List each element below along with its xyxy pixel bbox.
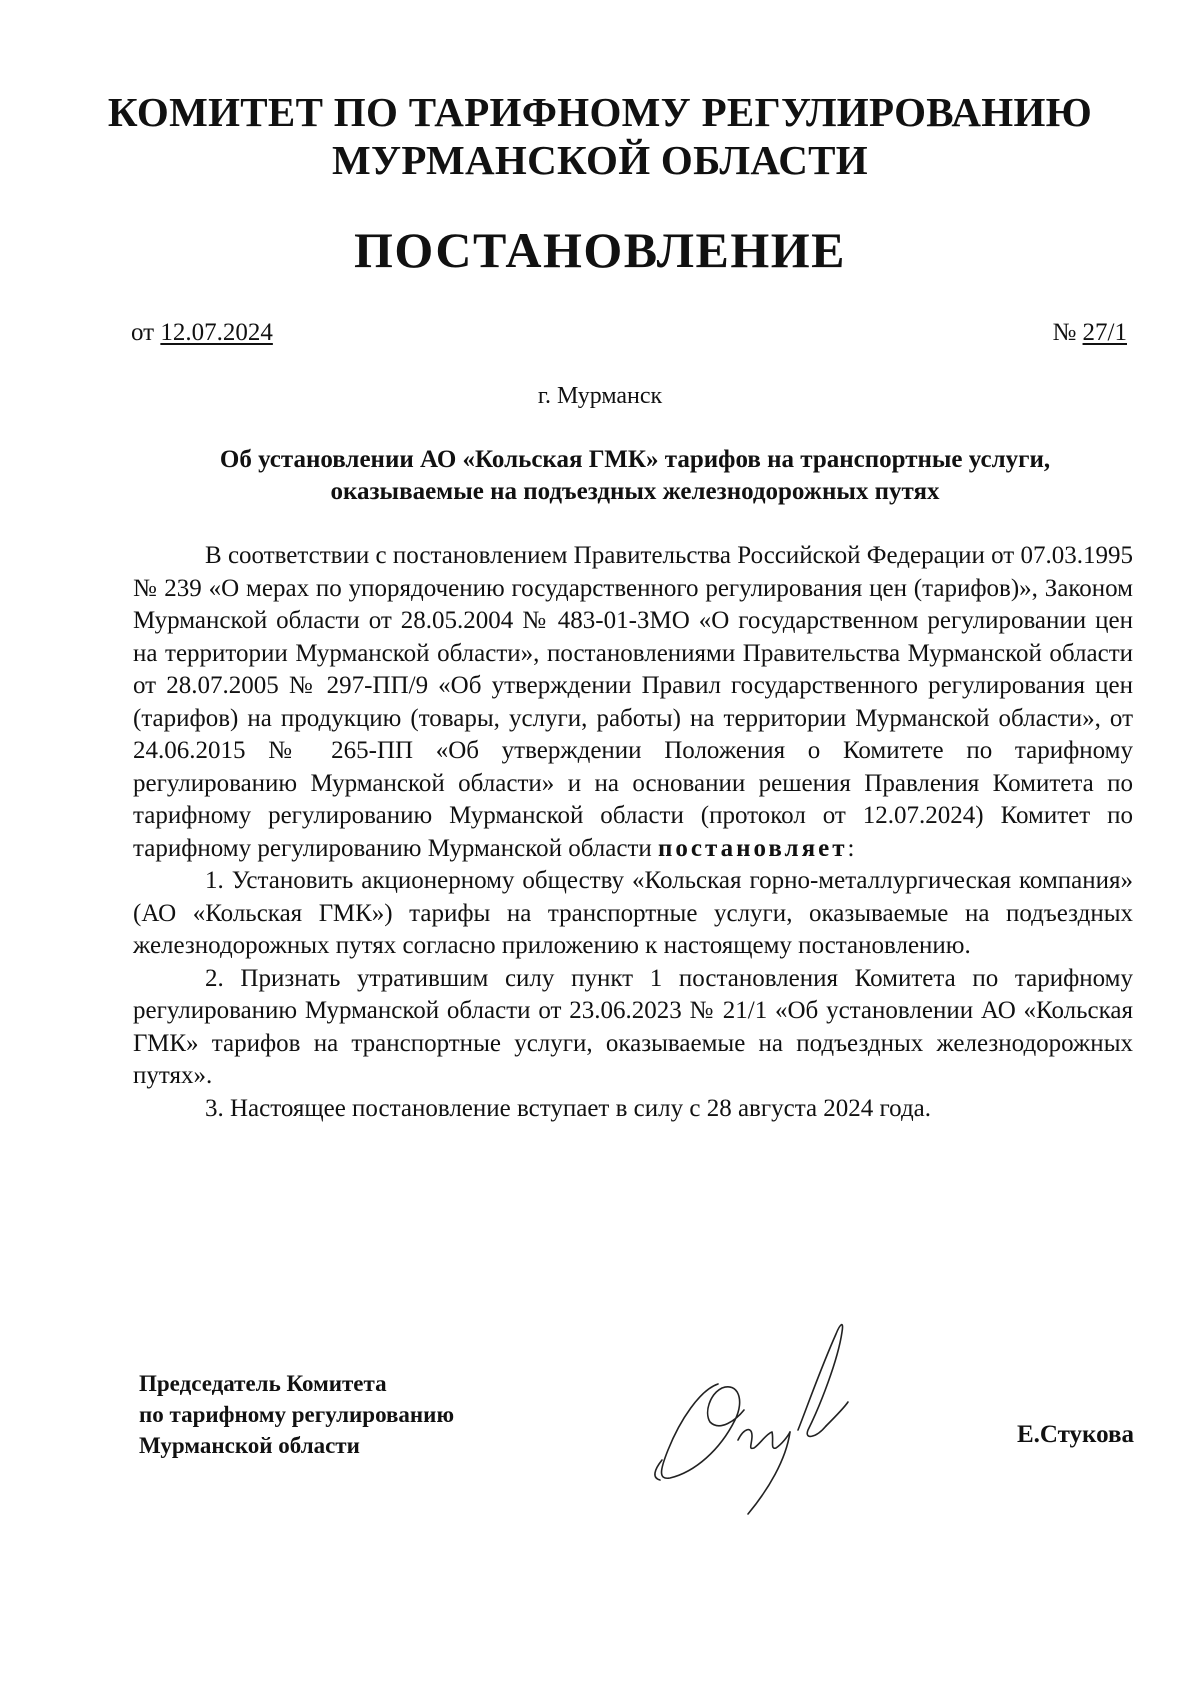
list-item bbox=[133, 963, 1133, 1093]
date-value: 12.07.2024 bbox=[160, 319, 273, 346]
preamble-paragraph bbox=[133, 540, 1133, 865]
document-type: ПОСТАНОВЛЕНИЕ bbox=[354, 222, 846, 278]
preamble-text: В соответствии с постановлением Правительства Российской Федерации от 07.03.1995 № 239 «О мерах по упорядочению государственного регулирования цен (тарифов)», Законом Мурманской области от 28.05.2004 № 483-01-ЗМО «О государственном регулировании цен на территории Мурманской области», постановлениями Правительства Мурманской области от 28.07.2005 № 297-ПП/9 «Об утверждении Правил государственного регулирования цен (тарифов) на продукцию (товары, услуги, работы) на территории Мурманской области», от 24.06.2015 № 265-ПП «Об утверждении Положения о Комитете по тарифному регулированию Мурманской области» и на основании решения Правления Комитета по тарифному регулированию Мурманской области (протокол от 12.07.2024) Комитет по тарифному регулированию Мурманской области bbox=[133, 542, 1133, 862]
title-line-2: оказываемые на подъездных железнодорожных путях bbox=[330, 478, 940, 505]
number-value: 27/1 bbox=[1082, 319, 1127, 346]
signatory-line-1: Председатель Комитета bbox=[139, 1371, 387, 1396]
document-number bbox=[1052, 318, 1127, 348]
number-prefix: № bbox=[1052, 319, 1077, 346]
signer-name: Е.Стукова bbox=[1016, 1421, 1134, 1448]
item-text: Установить акционерному обществу «Кольская горно-металлургическая компания» (АО «Кольская ГМК») тарифы на транспортные услуги, оказываемые на подъездных железнодорожных путях согласно приложению к настоящему постановлению. bbox=[133, 867, 1134, 959]
item-number: 1. bbox=[205, 867, 224, 894]
date-prefix: от bbox=[131, 319, 155, 346]
document-date bbox=[131, 318, 273, 348]
item-text: Настоящее постановление вступает в силу с 28 августа 2024 года. bbox=[230, 1094, 932, 1122]
signatory-position bbox=[139, 1368, 454, 1461]
issuer-line-2: МУРМАНСКОЙ ОБЛАСТИ bbox=[332, 137, 868, 183]
item-number: 3. bbox=[205, 1094, 224, 1122]
city: г. Мурманск bbox=[537, 383, 663, 409]
issuer-line-1: КОМИТЕТ ПО ТАРИФНОМУ РЕГУЛИРОВАНИЮ bbox=[107, 89, 1093, 135]
list-item bbox=[133, 1093, 1133, 1126]
decree-colon: : bbox=[847, 834, 855, 862]
decree-word: постановляет bbox=[658, 834, 848, 862]
document-body bbox=[133, 540, 1133, 1125]
item-text: Признать утратившим силу пункт 1 постановления Комитета по тарифному регулированию Мурманской области от 23.06.2023 № 21/1 «Об установлении АО «Кольская ГМК» тарифов на транспортные услуги, оказываемые на подъездных железнодорожных путях». bbox=[133, 964, 1134, 1089]
item-number: 2. bbox=[205, 964, 224, 992]
list-item bbox=[133, 865, 1133, 963]
document-title bbox=[140, 444, 1130, 508]
title-line-1: Об установлении АО «Кольская ГМК» тарифов на транспортные услуги, bbox=[219, 446, 1051, 473]
issuer-header bbox=[0, 88, 1200, 184]
handwritten-signature bbox=[640, 1310, 870, 1520]
signatory-line-2: по тарифному регулированию bbox=[139, 1402, 455, 1427]
signatory-line-3: Мурманской области bbox=[139, 1433, 360, 1458]
